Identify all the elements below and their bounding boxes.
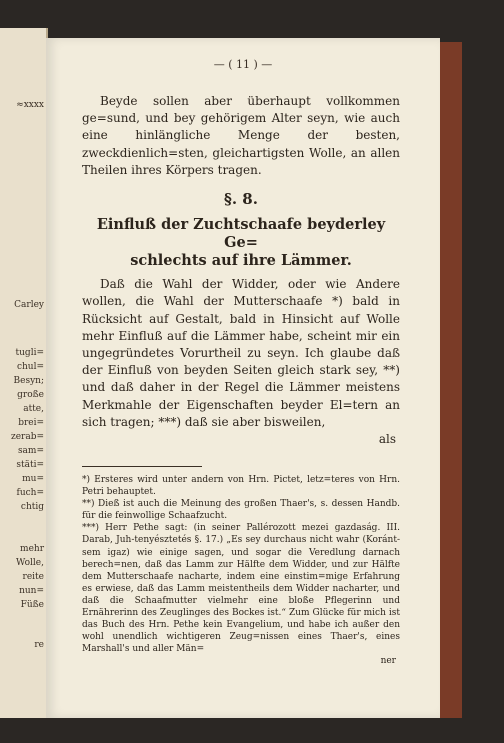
left-page-fragment: sam= [17, 446, 44, 456]
left-page-fragment: große [17, 390, 44, 400]
paragraph-1: Beyde sollen aber überhaupt vollkommen ge=sund, und bey gehörigem Alter seyn, wie auch eine hinlängliche Menge der besten, zweckdienlich=sten, gleichartigsten Wolle, an allen Theilen ihres Körpers tragen. [82, 94, 400, 177]
page-body [82, 93, 400, 448]
left-page-fragment: Füße [20, 600, 44, 610]
left-page-fragment: mu= [22, 474, 44, 484]
catchword: als [378, 432, 396, 447]
footnote-3: ***) Herr Pethe sagt: (in seiner Pallérozott mezei gazdaság. III. Darab, Juh-tenyésztetés §. 17.) „Es sey durchaus nicht wahr (Koránt-sem igaz) wie einige sagen, und sogar die Veredlung darnach berech=nen, daß das Lamm zur Hälfte dem Widder, und zur Hälfte dem Mutterschaafe nacharte, indem eine einstim=mige Erfahrung es erwiese, daß das Lamm meistentheils dem Widder nacharter, und daß die Schaafmutter vielmehr eine bloße Pflegerinn und Ernährerinn des Zeuglinges des Bockes ist.“ Zum Glücke für mich ist das Buch des Hrn. Pethe kein Evangelium, und habe ich außer den wohl unendlich wichtigeren Zeug=nissen eines Thaer's, eines Marshall's und aller Män= [82, 523, 400, 655]
left-page-fragment: nun= [19, 586, 44, 596]
paragraph-2: Daß die Wahl der Widder, oder wie Andere wollen, die Wahl der Mutterschaafe *) bald in Rücksicht auf Gestalt, bald in Hinsicht auf Wolle mehr Einfluß auf die Lämmer habe, scheint mir ein ungegründetes Vorurtheil zu seyn. Ich glaube daß der Einfluß von beyden Seiten gleich stark sey, **) und daß daher in der Regel die Lämmer meistens Merkmahle der Eigenschaften beyder El=tern an sich tragen; ***) daß sie aber bisweilen, [82, 277, 400, 429]
left-page-fragment: zerab= [10, 432, 44, 442]
left-page-fragment: Carley [14, 300, 44, 310]
left-page-fragment: brei= [18, 418, 44, 428]
left-page-fragment: atte, [23, 404, 44, 414]
left-page-fragment: ≈xxxx [16, 100, 44, 110]
left-page-fragment: Wolle, [15, 558, 44, 568]
left-page-fragment: stäti= [16, 460, 44, 470]
footnote-rule [82, 466, 202, 467]
footnote-1: *) Ersteres wird unter andern von Hrn. Pictet, letz=teres von Hrn. Petri behauptet. [82, 475, 400, 498]
left-page-fragment: tugli= [15, 348, 44, 358]
left-page-fragment: chul= [16, 362, 44, 372]
left-page-fragment: fuch= [16, 488, 44, 498]
left-page-edge [0, 28, 48, 718]
section-number: §. 8. [224, 190, 258, 209]
footnote-2: **) Dieß ist auch die Meinung des großen Thaer's, s. dessen Handb. für die feinwollige Schaafzucht. [82, 499, 400, 522]
left-page-fragment: reite [22, 572, 44, 582]
section-title-line-2: schlechts auf ihre Lämmer. [130, 252, 352, 270]
section-title-line-1: Einfluß der Zuchtschaafe beyderley Ge= [96, 216, 386, 252]
page-header: — ( 11 ) — [213, 58, 273, 71]
footnote-catchword: ner [380, 656, 396, 667]
left-page-fragment: mehr [20, 544, 44, 554]
left-page-fragment: Besyn; [13, 376, 44, 386]
left-page-fragment: re [34, 640, 44, 650]
book-page [46, 38, 440, 718]
footnotes [82, 474, 400, 668]
left-page-fragment: chtig [20, 502, 44, 512]
section-title [82, 216, 400, 270]
